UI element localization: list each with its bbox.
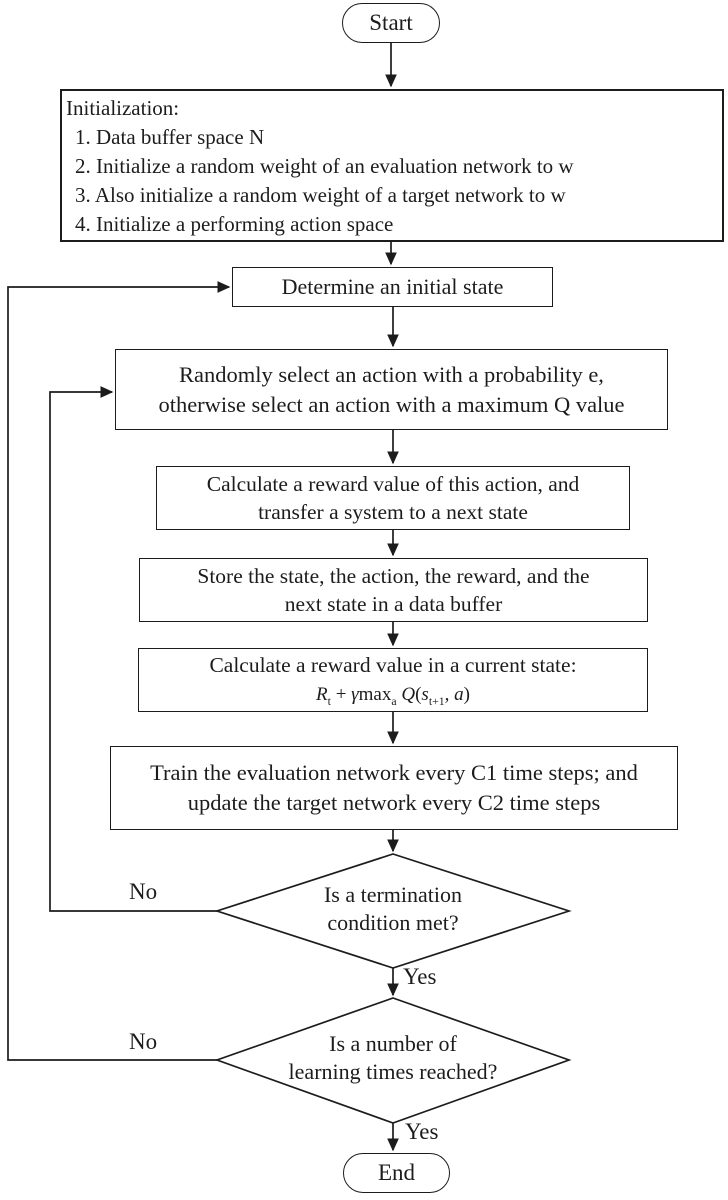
learning-decision-line-2: learning times reached? bbox=[288, 1059, 498, 1084]
edge-label-learning-no: No bbox=[129, 1029, 158, 1054]
train-networks-line-2: update the target network every C2 time steps bbox=[187, 790, 601, 815]
edge-label-termination-no: No bbox=[129, 879, 158, 904]
initialization-node bbox=[60, 89, 724, 242]
store-buffer-line-2: next state in a data buffer bbox=[284, 592, 503, 616]
formula-s: s bbox=[421, 683, 429, 705]
edge-label-termination-yes: Yes bbox=[403, 964, 437, 989]
calc-action-reward-line-1: Calculate a reward value of this action, and bbox=[206, 471, 580, 496]
determine-state-label: Determine an initial state bbox=[281, 274, 504, 300]
calc-current-reward-node bbox=[138, 648, 648, 712]
start-node bbox=[342, 3, 440, 43]
formula-rparen: ) bbox=[463, 683, 470, 705]
start-label: Start bbox=[369, 9, 413, 35]
initialization-item-4: 4. Initialize a performing action space bbox=[75, 212, 394, 236]
initialization-item-1: 1. Data buffer space N bbox=[75, 125, 265, 149]
initialization-item-3: 3. Also initialize a random weight of a target network to w bbox=[75, 183, 566, 207]
initialization-title: Initialization: bbox=[66, 96, 180, 120]
learning-decision-label bbox=[243, 1030, 543, 1086]
select-action-node bbox=[115, 349, 668, 430]
formula-max-sub: a bbox=[391, 694, 397, 708]
initialization-item-2: 2. Initialize a random weight of an evaluation network to w bbox=[75, 154, 574, 178]
train-networks-line-1: Train the evaluation network every C1 time steps; and bbox=[150, 760, 638, 786]
formula-r-sub: t bbox=[327, 694, 331, 708]
reward-formula bbox=[316, 682, 470, 709]
formula-lparen: ( bbox=[415, 683, 422, 705]
determine-state-node bbox=[232, 267, 553, 307]
select-action-line-2: otherwise select an action with a maximum Q value bbox=[158, 391, 625, 417]
edge-label-learning-yes: Yes bbox=[405, 1119, 439, 1144]
termination-decision-label bbox=[243, 881, 543, 937]
train-networks-node bbox=[110, 746, 678, 830]
calc-action-reward-node bbox=[156, 466, 630, 530]
store-buffer-line-1: Store the state, the action, the reward, and the bbox=[197, 563, 590, 588]
calc-current-reward-title: Calculate a reward value in a current state: bbox=[209, 653, 577, 678]
formula-plus: + bbox=[330, 683, 352, 705]
select-action-line-1: Randomly select an action with a probability e, bbox=[179, 361, 604, 387]
termination-decision-line-2: condition met? bbox=[327, 910, 459, 935]
formula-s-sub: t+1 bbox=[428, 694, 445, 708]
formula-max: max bbox=[358, 683, 392, 705]
store-buffer-node bbox=[139, 558, 648, 622]
termination-decision-line-1: Is a termination bbox=[323, 882, 463, 907]
learning-decision-line-1: Is a number of bbox=[329, 1031, 457, 1056]
calc-action-reward-line-2: transfer a system to a next state bbox=[258, 500, 528, 524]
end-node bbox=[343, 1153, 450, 1193]
end-label: End bbox=[377, 1159, 416, 1185]
formula-q: Q bbox=[396, 683, 416, 705]
formula-r: R bbox=[316, 683, 328, 705]
formula-comma: , bbox=[444, 683, 455, 705]
formula-gamma: γ bbox=[351, 683, 359, 705]
formula-a: a bbox=[454, 683, 464, 705]
